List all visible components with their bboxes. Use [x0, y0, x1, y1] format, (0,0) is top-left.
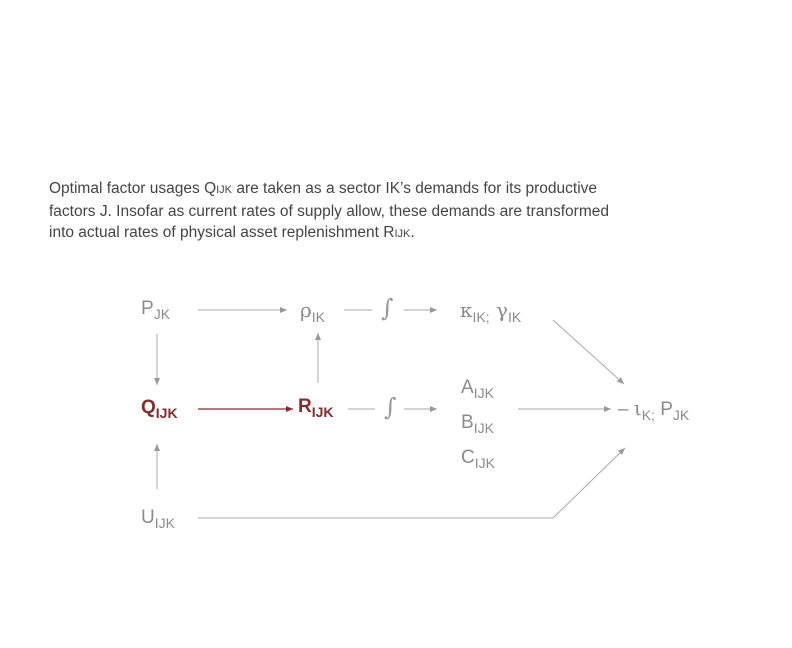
node-c-ijk: $C_{IJK}$ — [461, 447, 495, 471]
caption-line-2: factors J. Insofar as current rates of supply allow, these demands are transformed — [49, 203, 609, 220]
node-iota-p: – $\iota_{K;}$ $P_{JK}$ — [618, 396, 690, 423]
node-a-ijk: $A_{IJK}$ — [461, 377, 494, 401]
node-kappa-gamma: $\kappa_{IK;}$ $\gamma_{IK}$ — [460, 298, 522, 325]
node-u-ijk: $U_{IJK}$ — [141, 507, 175, 531]
node-r-ijk: $R_{IJK}$ — [298, 396, 334, 420]
node-b-ijk: $B_{IJK}$ — [461, 412, 494, 436]
node-rho-ik: $\rho_{IK}$ — [300, 298, 325, 325]
integral-icon-top: ∫ — [381, 294, 394, 322]
arrow-u-to-iota — [198, 448, 625, 518]
integral-icon-middle: ∫ — [384, 393, 397, 421]
arrow-kappa-to-iota — [553, 320, 624, 384]
node-q-ijk: $Q_{IJK}$ — [141, 397, 178, 421]
node-p-jk: $P_{JK}$ — [141, 298, 171, 322]
caption-line-3: into actual rates of physical asset replenishment RIJK. — [49, 224, 415, 241]
caption-line-1: Optimal factor usages QIJK are taken as a sector IK’s demands for its productive — [49, 180, 598, 197]
